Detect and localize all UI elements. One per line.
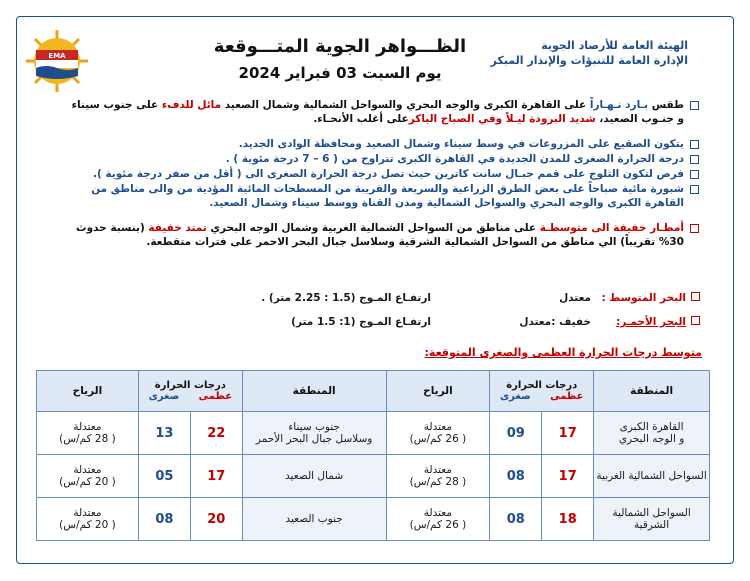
- region-cell: شمال الصعيد: [242, 455, 386, 498]
- header-temps: درجات الحرارة عظمى صغرى: [138, 371, 242, 412]
- header-min: صغرى: [500, 391, 531, 402]
- wind-cell: معتدلة ( 20 كم/س): [37, 498, 139, 541]
- agency-line-2: الإدارة العامة للتنبؤات والإنذار المبكر: [490, 54, 688, 67]
- checkbox-icon: [691, 316, 700, 325]
- checkbox-icon: [690, 101, 699, 110]
- min-temp: 13: [138, 412, 190, 455]
- min-temp: 08: [490, 498, 542, 541]
- checkbox-icon: [690, 224, 699, 233]
- wind-cell: معتدلة ( 28 كم/س): [37, 412, 139, 455]
- sea-mediterranean: البحر المتوسط :معتدلارتفـاع المـوج (1.5 : 2.25 متر) .: [60, 292, 700, 304]
- max-temp: 18: [542, 498, 594, 541]
- table-row: [37, 412, 710, 455]
- header-max: عظمى: [198, 391, 233, 402]
- header-max: عظمى: [550, 391, 584, 402]
- wind-cell: معتدلة ( 26 كم/س): [386, 412, 490, 455]
- page-title: الظـــواهر الجوية المتـــوقعة: [213, 36, 467, 57]
- agency-line-1: الهيئة العامة للأرصاد الجوية: [541, 39, 688, 52]
- checkbox-icon: [691, 292, 700, 301]
- header-min: صغرى: [148, 391, 180, 402]
- region-cell: القاهرة الكبرى و الوجه البحري: [594, 412, 710, 455]
- region-cell: السواحل الشمالية الغربية: [594, 455, 710, 498]
- wind-cell: معتدلة ( 28 كم/س): [386, 455, 490, 498]
- checkbox-icon: [690, 185, 699, 194]
- svg-text:EMA: EMA: [48, 52, 66, 60]
- bullet-general-weather: طقس بـارد نـهـاراً على القاهرة الكبرى والوجه البحري والسواحل الشمالية وشمال الصعيد مائل للدفء على جنوب سيناء و جنـوب الصعيد، شديد البرودة ليـلاً وفي الصباح الباكرعلى أغلب الأنحـاء.: [70, 98, 700, 126]
- region-cell: السواحل الشمالية الشرقية: [594, 498, 710, 541]
- min-temp: 09: [490, 412, 542, 455]
- wind-cell: معتدلة ( 20 كم/س): [37, 455, 139, 498]
- min-temp: 08: [490, 455, 542, 498]
- ema-logo: [24, 28, 90, 94]
- table-row: [37, 498, 710, 541]
- bullet-frost: يتكون الصقيع على المزروعات في وسط سيناء وشمال الصعيد ومحافظة الوادى الجديد.: [70, 137, 700, 151]
- bullet-rain: أمطـار خفيفة الى متوسطـة على مناطق من السواحل الشمالية الغربية وشمال الوجه البحري تمتد خفيفة (بنسبة حدوث 30% تقريباً) الي مناطق من السواحل الشمالية الشرقية وسلاسل جبال البحر الاحمر على فترات متقطعة.: [70, 221, 700, 249]
- max-temp: 17: [542, 412, 594, 455]
- header-winds: الرياح: [37, 371, 139, 412]
- max-temp: 17: [542, 455, 594, 498]
- temperature-table: [36, 370, 710, 541]
- region-cell: جنوب الصعيد: [242, 498, 386, 541]
- wind-cell: معتدلة ( 26 كم/س): [386, 498, 490, 541]
- agency-name: [491, 38, 688, 68]
- temperature-table-title: متوسط درجات الحرارة العظمى والصغرى المتوقعة:: [424, 346, 702, 359]
- checkbox-icon: [690, 140, 699, 149]
- forecast-date: يوم السبت 03 فبراير 2024: [238, 64, 442, 82]
- header-region: المنطقة: [594, 371, 710, 412]
- max-temp: 20: [190, 498, 242, 541]
- checkbox-icon: [690, 170, 699, 179]
- header-temps: درجات الحرارة عظمى صغرى: [490, 371, 594, 412]
- min-temp: 05: [138, 455, 190, 498]
- max-temp: 17: [190, 455, 242, 498]
- bullet-new-cities-temp: درجة الحرارة الصغرى للمدن الجديدة في القاهرة الكبرى تتراوح من ( 6 – 7 درجة مئوية ) .: [70, 152, 700, 166]
- sea-red: البحر الأحمـر:خفيف :معتدلارتفـاع المـوج (1: 1.5 متر): [60, 316, 700, 328]
- checkbox-icon: [690, 155, 699, 164]
- header-winds: الرياح: [386, 371, 490, 412]
- max-temp: 22: [190, 412, 242, 455]
- min-temp: 08: [138, 498, 190, 541]
- bullet-snow: فرص لتكون الثلوج على قمم جبـال سانت كاترين حيث تصل درجة الحرارة الصغرى الى ( أقل من صفر درجة مئوية ).: [70, 167, 700, 181]
- table-header-row: [37, 371, 710, 412]
- table-row: [37, 455, 710, 498]
- region-cell: جنوب سيناء وسلاسل جبال البحر الأحمر: [242, 412, 386, 455]
- bullet-fog: شبورة مائية صباحاً على بعض الطرق الزراعية والسريعة والقريبة من المسطحات المائية المؤدية من والى مناطق من القاهرة الكبرى والوجه البحري والسواحل الشمالية ومدن القناة ووسط سيناء وشمال الصعيد.: [70, 182, 700, 210]
- weather-bullets: [70, 98, 700, 250]
- header-region: المنطقة: [242, 371, 386, 412]
